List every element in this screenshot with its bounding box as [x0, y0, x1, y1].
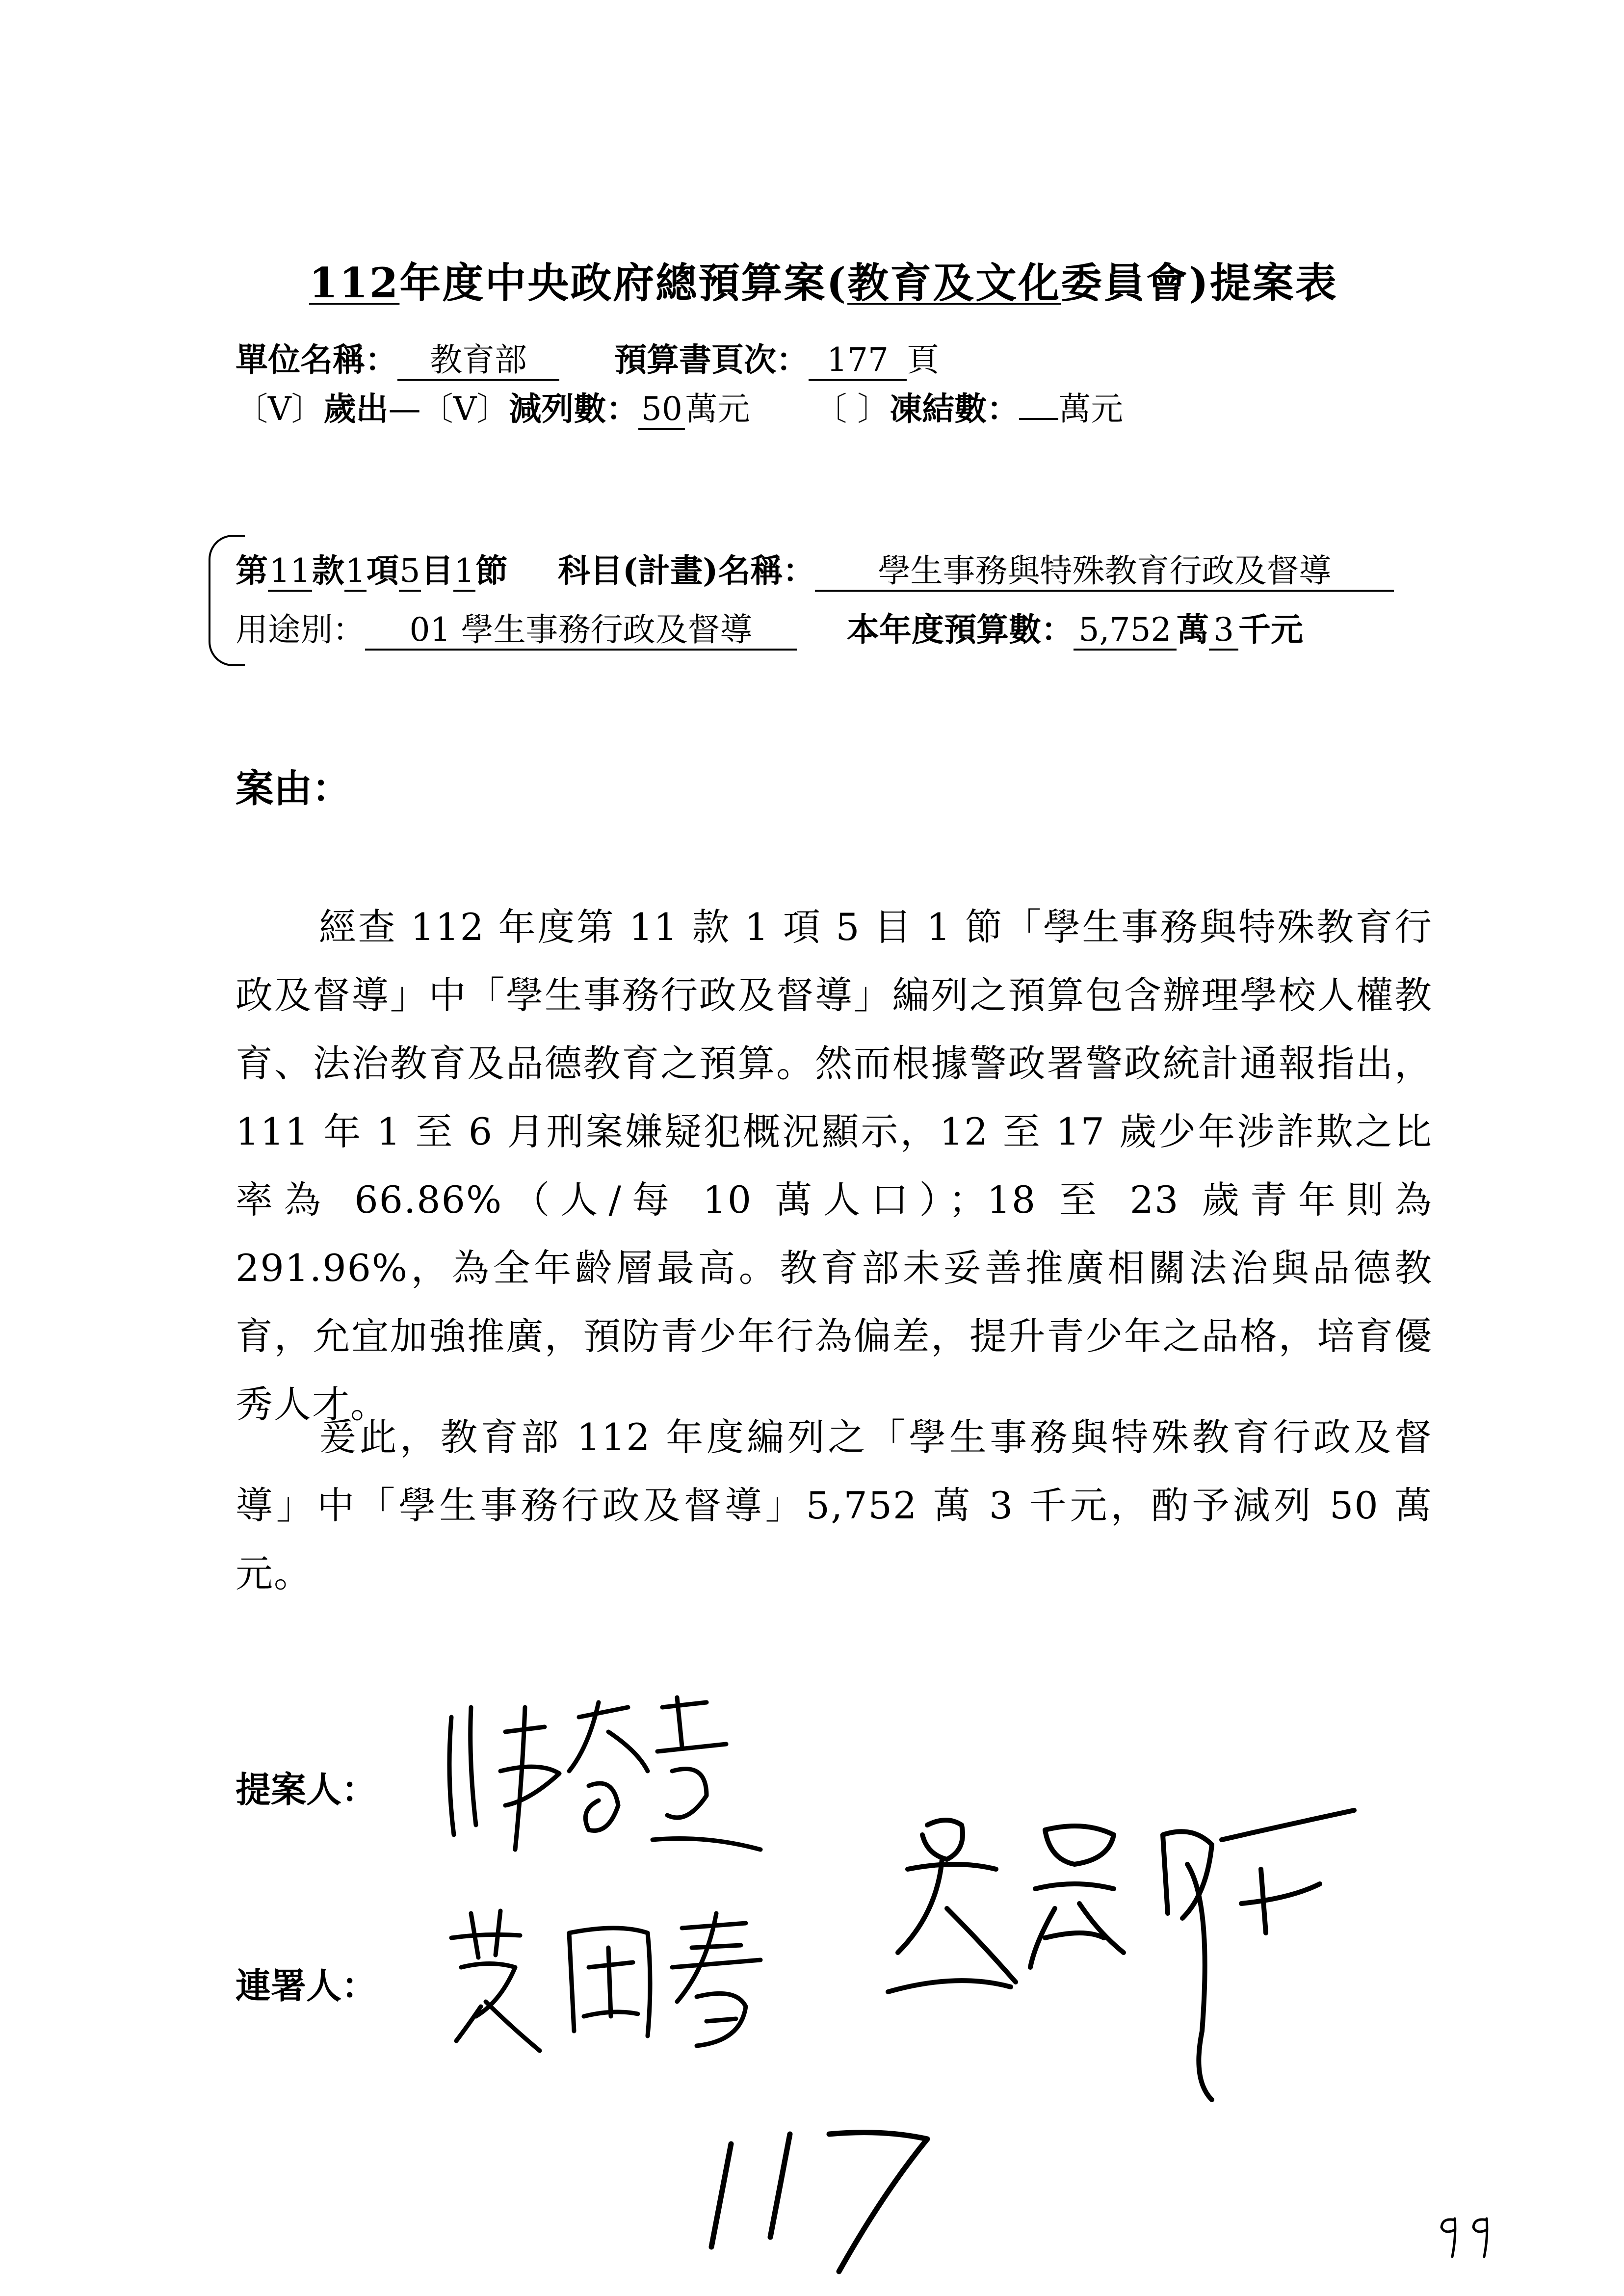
kuan-unit: 款	[312, 551, 344, 590]
header-amount-row	[236, 383, 1123, 430]
freeze-value	[1019, 418, 1058, 420]
use-value: 01 學生事務行政及督導	[365, 611, 797, 651]
kuan-label: 第	[236, 551, 268, 590]
title-year: 112	[309, 259, 400, 307]
page-title	[309, 250, 1338, 310]
dash: —	[388, 390, 421, 428]
budget-label: 本年度預算數：	[846, 610, 1074, 649]
cut-label: 減列數：	[509, 390, 639, 428]
mu-value: 5	[399, 552, 421, 592]
subject-label: 科目(計畫)名稱：	[557, 551, 815, 590]
cosigner-label: 連署人：	[236, 1965, 377, 2007]
budget-qian-unit: 千元	[1238, 610, 1303, 649]
page-unit: 頁	[906, 341, 939, 379]
cut-checkbox: 〔V〕	[420, 390, 509, 428]
item-subject-row	[236, 545, 1394, 592]
title-text-b: 委員會)提案表	[1061, 259, 1338, 307]
budget-wan-value: 5,752	[1074, 611, 1177, 651]
expense-checkbox: 〔V〕	[236, 390, 324, 428]
jie-value: 1	[453, 552, 475, 592]
budget-wan-unit: 萬	[1176, 610, 1209, 649]
reason-paragraph-2: 爰此，教育部 112 年度編列之「學生事務與特殊教育行政及督導」中「學生事務行政及督導」5,752 萬 3 千元，酌予減列 50 萬元。	[236, 1415, 1433, 1595]
page-value: 177	[809, 341, 907, 381]
cut-value: 50	[638, 391, 685, 430]
xiang-value: 1	[344, 552, 367, 592]
reason-label: 案由：	[236, 766, 351, 811]
mu-unit: 目	[421, 551, 453, 590]
handwritten-page-number	[1433, 2208, 1506, 2262]
kuan-value: 11	[268, 552, 312, 592]
handwritten-proposal-number	[697, 2114, 952, 2281]
title-committee: 教育及文化	[847, 259, 1061, 307]
freeze-label: 凍結數：	[890, 390, 1020, 428]
reason-paragraph-1: 經查 112 年度第 11 款 1 項 5 目 1 節「學生事務與特殊教育行政及督導」中「學生事務行政及督導」編列之預算包含辦理學校人權教育、法治教育及品德教育之預算。然而根據警政署警政統計通報指出，111 年 1 至 6 月刑案嫌疑犯概況顯示，12 至 17 歲少年涉詐欺之比率為 66.86%（人/每 10 萬人口）；18 至 23 歲青年則為 291.96%，為全年齡層最高。教育部未妥善推廣相關法治與品德教育，允宜加強推廣，預防青少年行為偏差，提升青少年之品格，培育優秀人才。	[236, 905, 1433, 1426]
use-label: 用途別：	[236, 611, 365, 649]
subject-value: 學生事務與特殊教育行政及督導	[815, 552, 1394, 592]
header-unit-row	[236, 334, 939, 381]
freeze-checkbox: 〔 〕	[814, 390, 890, 428]
freeze-unit: 萬元	[1058, 390, 1124, 428]
unit-value: 教育部	[397, 341, 559, 381]
jie-unit: 節	[475, 551, 508, 590]
cut-unit: 萬元	[685, 390, 750, 428]
expense-label: 歲出	[323, 390, 389, 428]
proposer-signature	[432, 1688, 775, 1864]
title-text-a: 年度中央政府總預算案(	[399, 259, 848, 307]
proposer-label: 提案人：	[236, 1769, 377, 1810]
cosigner-signature-2	[868, 1805, 1384, 2119]
page-label: 預算書頁次：	[614, 340, 809, 379]
cosigner-signature-1	[442, 1904, 824, 2065]
unit-label: 單位名稱：	[236, 340, 397, 379]
item-budget-row	[236, 603, 1303, 651]
xiang-unit: 項	[367, 551, 399, 590]
budget-qian-value: 3	[1209, 611, 1238, 651]
